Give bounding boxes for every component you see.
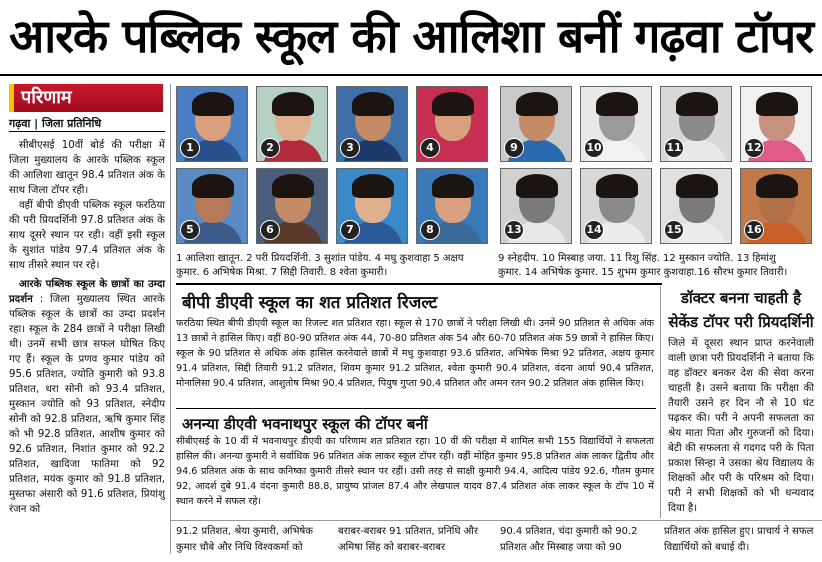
photo-number: 2 <box>260 138 280 158</box>
photo-number: 5 <box>180 220 200 240</box>
student-photo-5 <box>176 168 248 244</box>
photo-number: 7 <box>340 220 360 240</box>
article-bp-dav: फरठिया स्थित बीपी डीएवी स्कूल का रिजल्ट शत प्रतिशत रहा। स्कूल से 170 छात्रों ने परीक्षा लिखी थी। उनमें 90 प्रतिशत से अधिक अंक 13 छात्रों ने हासिल किए। वहीं 80-90 प्रतिशत अंक 44, 70-80 प्रतिशत अंक 54 और 60-70 प्रतिशत अंक 59 छात्रों ने हासिल किए। स्कूल के 90 प्रतिशत से अधिक अंक हासिल करनेवाले छात्रों में मधु कुशवाहा 93.6 प्रतिशत, अभिषेक मिश्रा 92 प्रतिशत, अक्षय कुमार 91.4 प्रतिशत, सिद्दी तिवारी 91.2 प्रतिशत, शिवम कुमार 91.2 प्रतिशत, श्वेता कुमारी 90.4 प्रतिशत, वंदना आर्या 90.4 प्रतिशत, मोनालिसा 90.4 प्रतिशत, आशुतोष मिश्रा 90.4 प्रतिशत, पियुष गुप्ता 90.4 प्रतिशत और अमन रतन 90.2 प्रतिशत अंक हासिल किए। <box>176 318 654 389</box>
bottom-col-2: बराबर-बराबर 91 प्रतिशत, प्रनिधि और अमिषा सिंह को बराबर-बराबर <box>338 526 478 553</box>
photo-number: 11 <box>664 138 684 158</box>
caption-right-2: कुमार. 14 अभिषेक कुमार. 15 शुभम कुमार कुशवाहा.16 सौरभ कुमार तिवारी। <box>498 267 788 278</box>
dateline: गढ़वा | जिला प्रतिनिधि <box>9 117 102 130</box>
article-rule <box>176 408 656 409</box>
student-photo-3 <box>336 86 408 162</box>
photo-number: 12 <box>744 138 764 158</box>
section-tag: परिणाम <box>9 84 163 112</box>
caption-right-1: 9 स्नेहदीप. 10 मिस्बाह जया. 11 रिशु सिंह. 12 मुस्कान ज्योति. 13 हिमांशु <box>498 253 776 264</box>
student-photo-15 <box>660 168 732 244</box>
subheading-bp-dav: बीपी डीएवी स्कूल का शत प्रतिशत रिजल्ट <box>182 293 438 313</box>
photo-rule <box>176 283 662 285</box>
photo-number: 13 <box>504 220 524 240</box>
bottom-col-1: 91.2 प्रतिशत, श्रेया कुमारी, अभिषेक कुमार चौबे और निधि विश्वकर्मा को <box>176 526 313 553</box>
student-photo-7 <box>336 168 408 244</box>
photo-number: 16 <box>744 220 764 240</box>
left-para-3 <box>9 277 165 517</box>
photo-number: 6 <box>260 220 280 240</box>
student-photo-10 <box>580 86 652 162</box>
subheading-bhavnathpur: अनन्या डीएवी भवनाथपुर स्कूल की टॉपर बनीं <box>182 415 428 433</box>
student-photo-9 <box>500 86 572 162</box>
left-para-1: सीबीएसई 10वीं बोर्ड की परीक्षा में जिला मुख्यालय के आरके पब्लिक स्कूल की आलिशा खातून 98.4 प्रतिशत अंक के साथ जिला टॉपर रही। <box>9 140 165 196</box>
bottom-col-3: 90.4 प्रतिशत, चंदा कुमारी को 90.2 प्रतिशत और मिस्बाह जया को 90 <box>500 526 638 553</box>
left-article <box>9 138 165 517</box>
photo-number: 4 <box>420 138 440 158</box>
caption-left-1: 1 आलिशा खातून. 2 परी प्रियदर्शिनी. 3 सुशांत पांडेय. 4 मधु कुशवाहा 5 अक्षय <box>176 253 464 264</box>
right-divider <box>660 286 661 518</box>
student-photo-14 <box>580 168 652 244</box>
student-photo-1 <box>176 86 248 162</box>
right-heading-1: डॉक्टर बनना चाहती है <box>680 289 802 307</box>
caption-left-2: कुमार. 6 अभिषेक मिश्रा. 7 सिद्दी तिवारी. 8 श्वेता कुमारी। <box>176 267 388 278</box>
student-photo-13 <box>500 168 572 244</box>
photo-number: 3 <box>340 138 360 158</box>
student-photo-8 <box>416 168 488 244</box>
article-bhavnathpur: सीबीएसई के 10 वीं में भवनाथपुर डीएवी का परिणाम शत प्रतिशत रहा। 10 वीं की परीक्षा में शामिल सभी 155 विद्यार्थियों ने सफलता हासिल की। अनन्या कुमारी ने सर्वाधिक 96 प्रतिशत अंक लाकर स्कूल टॉपर रहीं। वहीं मोहित कुमार 95.8 प्रतिशत अंक लाकर द्वितीय और 94.6 प्रतिशत अंक के साथ कनिष्का कुमारी तीसरे स्थान पर रहीं। उसी तरह से साक्षी कुमारी 94.4, आदित्य पांडेय 92.6, गौतम कुमार 92, आदर्श दुबे 91.4 वंदना कुमारी 88.8, प्रायुष्य प्रांजल 87.4 और लेखपाल यादव 87.4 प्रतिशत अंक लाकर स्कूल के टॉप 10 में स्थान करने में सफल रहे। <box>176 436 654 507</box>
column-divider <box>170 84 171 554</box>
photo-number: 1 <box>180 138 200 158</box>
left-para-2: वहीं बीपी डीएवी पब्लिक स्कूल फरठिया की परी प्रियदर्शिनी 97.8 प्रतिशत अंक के साथ दूसरे स्थान पर रही। वहीं इसी स्कूल के सुशांत पांडेय 97.4 प्रतिशत अंक के साथ तीसरे स्थान पर रहे। <box>9 200 165 271</box>
bottom-rule <box>170 520 822 521</box>
photo-number: 8 <box>420 220 440 240</box>
headline-rule <box>0 74 822 76</box>
headline: आरके पब्लिक स्कूल की आलिशा बनीं गढ़वा टॉपर <box>9 9 813 63</box>
right-article: जिले में दूसरा स्थान प्राप्त करनेवाली वाली छात्रा परी प्रियदर्शिनी ने बताया कि वह डॉक्टर बनकर देश की सेवा करना चाहती है। उसने बताया कि परीक्षा की तैयारी उसने हर दिन नौ से 10 घंट पढ़कर की। परी ने अपनी सफलता का श्रेय माता पिता और गुरुजनों को दिया। बेटी की सफलता से गदगद परी के पिता प्रकाश सिन्हा ने उसका श्रेय विद्यालय के शिक्षकों और परी के परिश्रम को दिया। परी ने सभी शिक्षकों को भी धन्यवाद दिया है। <box>668 338 814 514</box>
student-photo-12 <box>740 86 812 162</box>
photo-number: 15 <box>664 220 684 240</box>
photo-number: 9 <box>504 138 524 158</box>
student-photo-16 <box>740 168 812 244</box>
student-photo-4 <box>416 86 488 162</box>
bottom-col-4: प्रतिशत अंक हासिल हुए। प्राचार्य ने सफल विद्यार्थियों को बधाई दी। <box>664 526 814 553</box>
left-lead: आरके पब्लिक स्कूल के छात्रों का उम्दा प्रदर्शन <box>9 279 165 305</box>
student-photo-6 <box>256 168 328 244</box>
student-photo-2 <box>256 86 328 162</box>
dateline-rule <box>9 131 165 132</box>
right-heading-2: सेकेंड टॉपर परी प्रियदर्शिनी <box>668 313 814 331</box>
photo-number: 10 <box>584 138 604 158</box>
student-photo-11 <box>660 86 732 162</box>
photo-number: 14 <box>584 220 604 240</box>
left-para-3-text: : जिला मुख्यालय स्थित आरके पब्लिक स्कूल के छात्रों का उम्दा प्रदर्शन रहा। स्कूल के 284 छात्रों ने परीक्षा लिखी थी। उनमें सभी छात्र सफल घोषित किए गए हैं। स्कूल के प्रणव कुमार पांडेय को 95.6 प्रतिशत, ज्योति कुमारी को 93.8 प्रतिशत, धरा सोनी को 93.4 प्रतिशत, मुस्कान ज्योति को 93 प्रतिशत, स्नेदीप सोनी को 92.8 प्रतिशत, ऋषि कुमार सिंह को भी 92.8 प्रतिशत, आशीष कुमार को 92.6 प्रतिशत, निशांत कुमार को 92.2 प्रतिशत, खादिजा फातिमा को 92 प्रतिशत, मयंक कुमार को 91.8 प्रतिशत, मुस्तफा अंसारी को 91.6 प्रतिशत, प्रियांशु रंजन को <box>9 294 165 515</box>
